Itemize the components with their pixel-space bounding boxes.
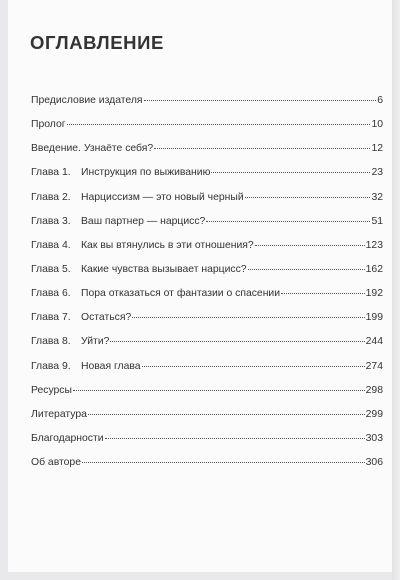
toc-chapter-number: Глава 7. xyxy=(31,312,71,324)
dot-leader xyxy=(245,197,371,198)
toc-item xyxy=(31,409,383,433)
toc-chapter-number: Глава 1. xyxy=(31,167,71,179)
toc-entry-title: Об авторе xyxy=(31,457,81,469)
toc-chapter-number: Глава 2. xyxy=(31,191,71,203)
toc-page-number: 123 xyxy=(365,239,383,251)
dot-leader xyxy=(255,245,365,246)
toc-entry-title: Предисловие издателя xyxy=(31,95,143,106)
toc-page-number: 12 xyxy=(371,143,383,155)
toc-item xyxy=(31,143,383,167)
toc-chapter-number: Глава 8. xyxy=(31,336,71,348)
toc-item xyxy=(31,361,383,385)
toc-entry-title: Введение. Узнаёте себя? xyxy=(31,143,154,155)
toc-item xyxy=(31,457,383,481)
toc-page-number: 199 xyxy=(365,312,383,324)
dot-leader xyxy=(67,124,371,125)
toc-page-number: 303 xyxy=(365,432,383,444)
toc-chapter-number: Глава 9. xyxy=(31,360,71,372)
dot-leader xyxy=(110,341,364,342)
toc-page-number: 23 xyxy=(371,167,383,179)
book-page xyxy=(8,0,392,572)
toc-item xyxy=(31,312,383,336)
dot-leader xyxy=(132,317,364,318)
toc-entry-title: Инструкция по выживанию xyxy=(81,167,211,179)
toc-entry-title: Благодарности xyxy=(31,432,104,444)
toc-entry-title: Нарциссизм — это новый черный xyxy=(81,191,244,203)
dot-leader xyxy=(248,269,365,270)
toc-page-number: 10 xyxy=(371,119,383,131)
toc-chapter-number: Глава 5. xyxy=(31,263,71,275)
toc-page-number: 274 xyxy=(365,360,383,372)
toc-item xyxy=(31,385,383,409)
dot-leader xyxy=(82,462,365,463)
toc-chapter-number: Глава 4. xyxy=(31,239,71,251)
toc-entry-title: Ваш партнер — нарцисс? xyxy=(81,215,206,227)
table-of-contents xyxy=(31,95,383,481)
toc-entry-title: Литература xyxy=(31,408,87,420)
toc-entry-title: Как вы втянулись в эти отношения? xyxy=(81,239,254,251)
dot-leader xyxy=(281,293,365,294)
toc-item xyxy=(31,119,383,143)
toc-chapter-number: Глава 6. xyxy=(31,288,71,300)
toc-entry-title: Пора отказаться от фантазии о спасении xyxy=(81,288,281,300)
toc-item xyxy=(31,216,383,240)
dot-leader xyxy=(105,438,365,439)
toc-page-number: 244 xyxy=(365,336,383,348)
toc-entry-title: Пролог xyxy=(31,119,66,131)
toc-item xyxy=(31,192,383,216)
toc-item xyxy=(31,288,383,312)
toc-page-number: 298 xyxy=(365,384,383,396)
dot-leader xyxy=(142,366,365,367)
dot-leader xyxy=(88,414,365,415)
toc-item xyxy=(31,336,383,360)
dot-leader xyxy=(206,221,370,222)
toc-chapter-number: Глава 3. xyxy=(31,215,71,227)
toc-page-number: 162 xyxy=(365,263,383,275)
toc-entry-title: Остаться? xyxy=(81,312,132,324)
toc-entry-title: Какие чувства вызывает нарцисс? xyxy=(81,263,247,275)
toc-entry-title: Уйти? xyxy=(81,336,110,348)
toc-item xyxy=(31,95,383,119)
toc-item xyxy=(31,167,383,191)
toc-item xyxy=(31,240,383,264)
toc-item xyxy=(31,264,383,288)
toc-page-number: 306 xyxy=(365,457,383,469)
dot-leader xyxy=(154,148,370,149)
toc-item xyxy=(31,433,383,457)
toc-page-number: 51 xyxy=(371,215,383,227)
toc-page-number: 32 xyxy=(371,191,383,203)
toc-page-number: 192 xyxy=(365,288,383,300)
dot-leader xyxy=(144,100,377,101)
dot-leader xyxy=(211,172,370,173)
dot-leader xyxy=(73,390,365,391)
toc-entry-title: Ресурсы xyxy=(31,384,72,396)
toc-entry-title: Новая глава xyxy=(81,360,141,372)
toc-page-number: 299 xyxy=(365,408,383,420)
page-title: ОГЛАВЛЕНИЕ xyxy=(30,32,164,53)
toc-page-number: 6 xyxy=(377,95,383,106)
book-spine-shadow xyxy=(392,0,400,580)
